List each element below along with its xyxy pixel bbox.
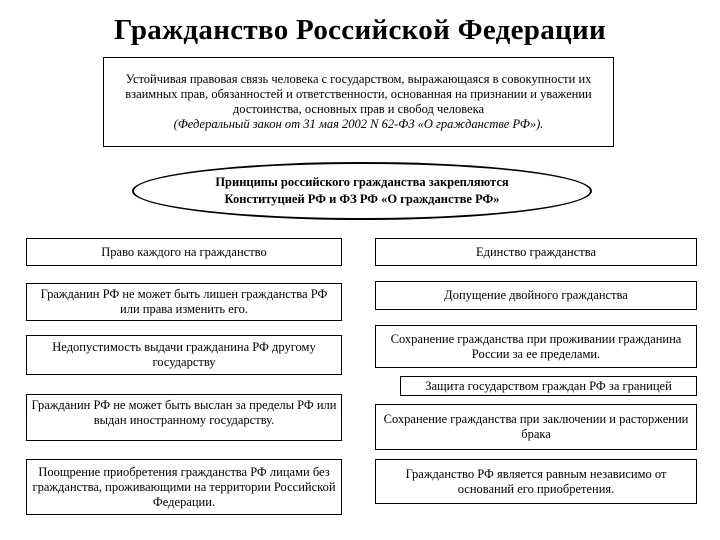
principle-left-5-text: Поощрение приобретения гражданства РФ лицами без гражданства, проживающими на территории Российской Федерации. [32,464,336,509]
definition-box [103,57,614,147]
principle-right-2-text: Допущение двойного гражданства [444,288,628,302]
definition-text: Устойчивая правовая связь человека с государством, выражающаяся в совокупности их взаимных прав, обязанностей и ответственности, основанная на признании и уважении достоинства, основных прав и свобод человека [125,72,592,116]
principle-box-left-2 [26,283,342,321]
principle-right-6-text: Гражданство РФ является равным независимо от оснований его приобретения. [405,466,667,496]
principle-left-4-text: Гражданин РФ не может быть выслан за пределы РФ или выдан иностранному государству. [31,398,337,427]
principle-box-right-6 [375,459,697,504]
definition-law-reference: (Федеральный закон от 31 мая 2002 N 62-ФЗ «О гражданстве РФ»). [173,117,544,131]
principle-left-3-text: Недопустимость выдачи гражданина РФ другому государству [52,340,316,369]
principle-box-right-3 [375,325,697,368]
principle-box-left-3 [26,335,342,375]
principle-right-3-text: Сохранение гражданства при проживании гражданина России за ее пределами. [390,331,682,361]
principle-box-right-4 [400,376,697,396]
principle-box-right-2 [375,281,697,310]
principle-box-right-5 [375,404,697,450]
principle-right-4-text: Защита государством граждан РФ за границей [425,378,672,393]
principle-box-left-1 [26,238,342,266]
principle-right-1-text: Единство гражданства [475,244,597,259]
principle-left-2-text: Гражданин РФ не может быть лишен гражданства РФ или права изменить его. [40,287,328,316]
page-title: Гражданство Российской Федерации [113,14,607,46]
principles-header-oval [132,162,592,220]
principles-header-line-2: Конституцией РФ и ФЗ РФ «О гражданстве РФ» [224,192,500,206]
principle-box-left-5 [26,459,342,515]
principle-right-5-text: Сохранение гражданства при заключении и расторжении брака [383,412,689,441]
principle-box-right-1 [375,238,697,266]
principle-box-left-4 [26,394,342,441]
principles-header-line-1: Принципы российского гражданства закрепляются [215,175,509,189]
principle-left-1-text: Право каждого на гражданство [101,244,267,259]
